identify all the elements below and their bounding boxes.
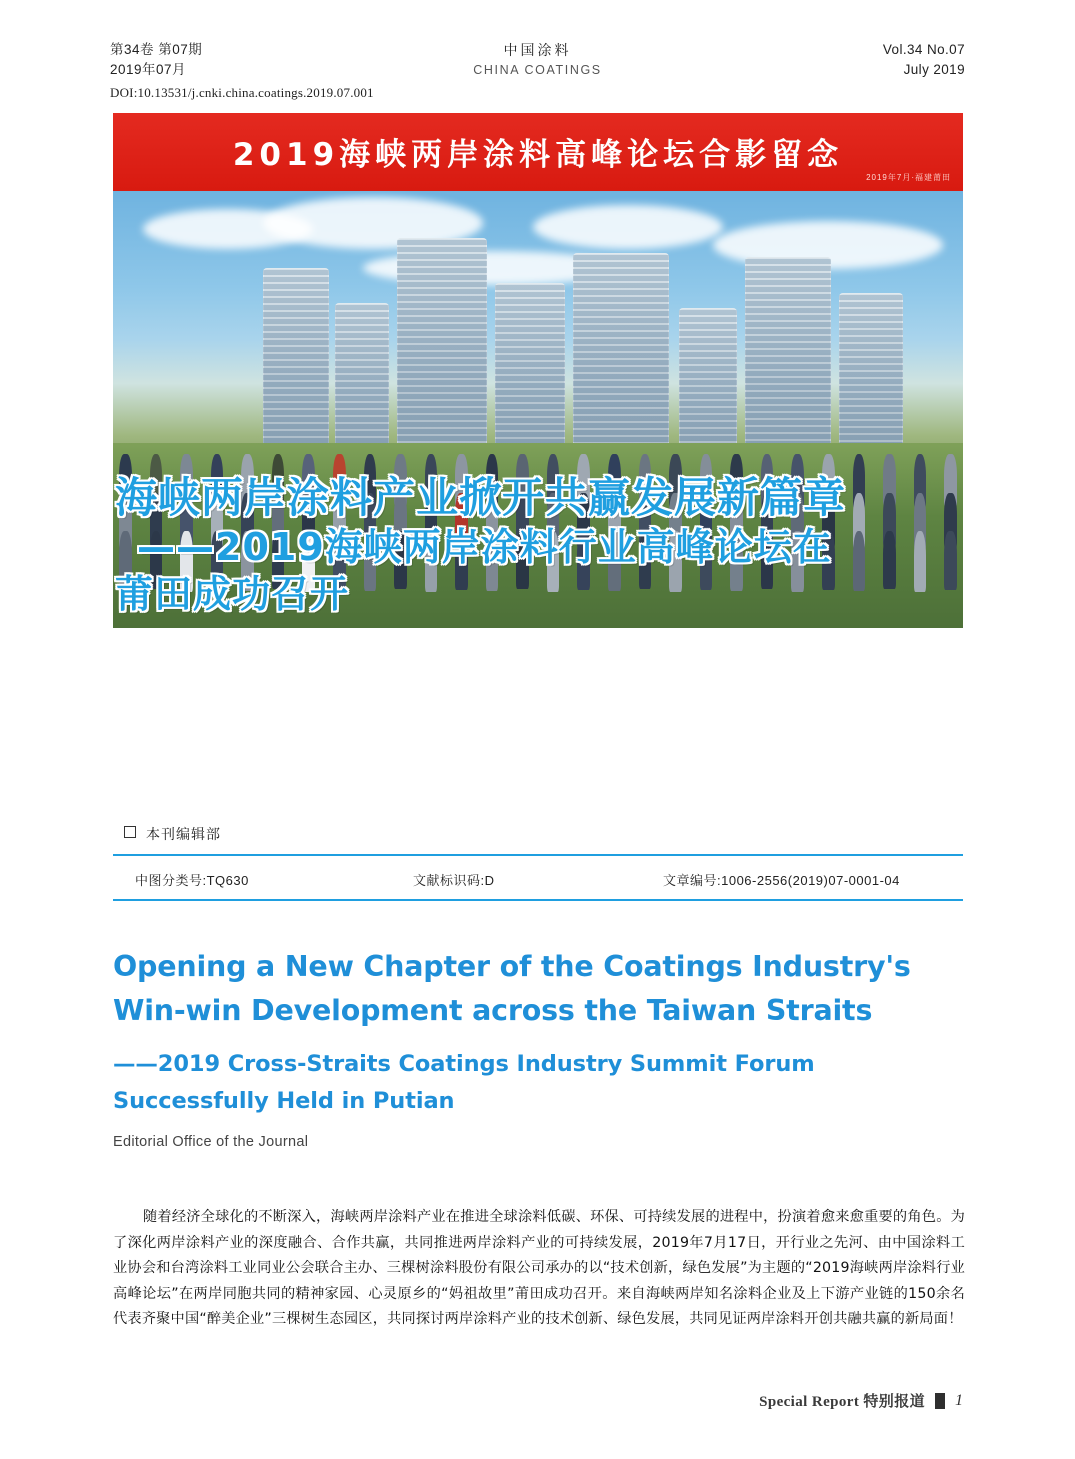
article-body-paragraph: 随着经济全球化的不断深入，海峡两岸涂料产业在推进全球涂料低碳、环保、可持续发展的进程中，扮演着愈来愈重要的角色。为了深化两岸涂料产业的深度融合、合作共赢，共同推进两岸涂料产业的可持续发展，2019年7月17日，开行业之先河、由中国涂料工业协会和台湾涂料工业同业公会联合主办、三棵树涂料股份有限公司承办的以“技术创新，绿色发展”为主题的“2019海峡两岸涂料行业高峰论坛”在两岸同胞共同的精神家园、心灵原乡的“妈祖故里”莆田成功召开。来自海峡两岸知名涂料企业及上下游产业链的150余名代表齐聚中国“醉美企业”三棵树生态园区，共同探讨两岸涂料产业的技术创新、绿色发展，共同见证两岸涂料开创共融共赢的新局面！: [113, 1209, 965, 1327]
header-date-en: July 2019: [903, 62, 965, 77]
article-title-cn: [113, 472, 973, 618]
journal-name-en: CHINA COATINGS: [473, 63, 602, 77]
page-footer: [759, 1390, 963, 1411]
meta-classification: 中图分类号:TQ630: [135, 873, 249, 888]
header-volume-issue: [110, 40, 202, 80]
article-author-cn-label: 本刊编辑部: [146, 826, 221, 842]
article-title-cn-line2: ——2019海峡两岸涂料行业高峰论坛在: [137, 525, 832, 570]
cloud-shape: [533, 205, 723, 249]
meta-article-id: 文章编号:1006-2556(2019)07-0001-04: [663, 873, 900, 888]
header-volume-en: Vol.34 No.07: [882, 42, 965, 57]
cover-banner-subtitle: 2019年7月·福建莆田: [866, 173, 951, 182]
article-title-cn-line1: 海峡两岸涂料产业掀开共赢发展新篇章: [115, 473, 847, 522]
article-title-en: Opening a New Chapter of the Coatings Industry's Win-win Development across the Taiwan Straits: [113, 950, 911, 1027]
journal-name: [473, 40, 601, 80]
article-metadata: [113, 866, 963, 896]
article-title-cn-line3: 莆田成功召开: [115, 572, 350, 617]
divider-top: [113, 854, 963, 856]
journal-name-cn: 中国涂料: [503, 42, 572, 58]
article-subtitle-en: ——2019 Cross-Straits Coatings Industry Summit Forum Successfully Held in Putian: [113, 1051, 815, 1114]
meta-document-code: 文献标识码:D: [413, 873, 495, 888]
header-date-cn: 2019年07月: [110, 62, 187, 77]
cover-banner: [113, 113, 963, 191]
article-author-en: Editorial Office of the Journal: [113, 1134, 309, 1150]
footer-bar-mark: [935, 1393, 945, 1409]
header-volume-issue-en: [883, 40, 965, 80]
article-author-cn: [124, 824, 221, 844]
footer-section-label: Special Report 特别报道: [759, 1394, 925, 1410]
bullet-square-icon: [124, 826, 136, 838]
footer-page-number: 1: [955, 1391, 963, 1409]
doi-text: DOI:10.13531/j.cnki.china.coatings.2019.07.001: [110, 85, 374, 100]
divider-bottom: [113, 899, 963, 901]
header-volume-cn: 第34卷 第07期: [110, 42, 203, 57]
cover-banner-title: 2019海峡两岸涂料高峰论坛合影留念: [232, 137, 844, 173]
